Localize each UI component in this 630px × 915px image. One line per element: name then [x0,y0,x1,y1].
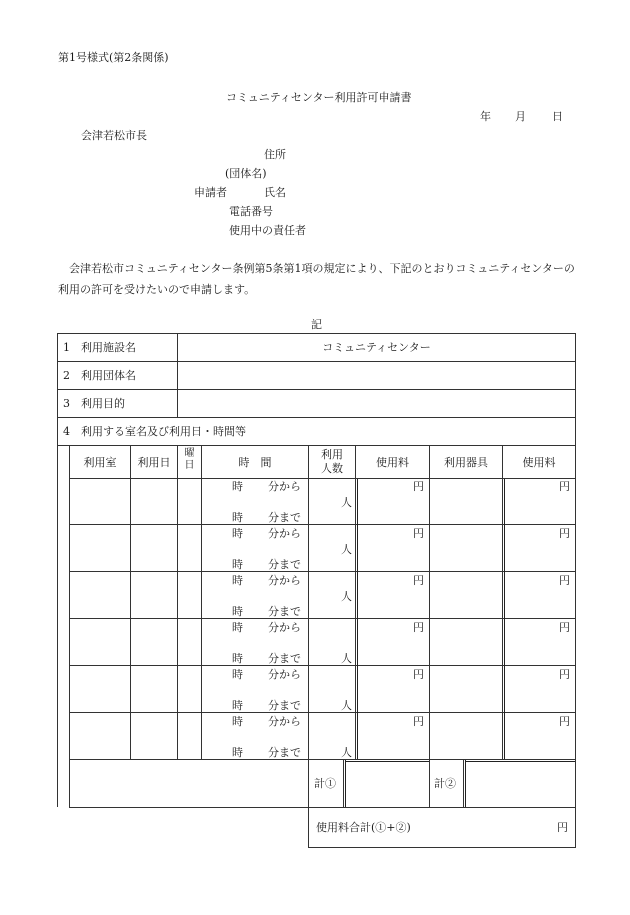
people-unit: 人 [341,652,352,665]
addressee: 会津若松市長 [81,129,147,142]
responsible-person-label: 使用中の責任者 [229,224,306,237]
ki-label: 記 [311,318,322,331]
time-from-minute: 分から [268,574,301,587]
fee-1-yen: 円 [413,480,424,493]
header-fee-1: 使用料 [376,456,409,469]
header-room: 利用室 [83,456,117,469]
time-from-hour: 時 [232,480,243,493]
header-people-2: 人数 [321,462,343,475]
time-from-minute: 分から [268,621,301,634]
fee-1-yen: 円 [413,574,424,587]
body-text: 会津若松市コミュニティセンター条例第5条第1項の規定により、下記のとおりコミュニティセンターの利用の許可を受けたいので申請します。 [58,262,575,296]
time-until-hour: 時 [232,652,243,665]
fee-1-yen: 円 [413,527,424,540]
time-from-minute: 分から [268,527,301,540]
item-facility-value: コミュニティセンター [322,341,431,354]
time-until-minute: 分まで [268,605,301,618]
fee-2-yen: 円 [559,715,570,728]
phone-label: 電話番号 [229,205,273,218]
fee-2-yen: 円 [559,668,570,681]
time-from-minute: 分から [268,480,301,493]
people-unit: 人 [341,590,352,603]
time-from-hour: 時 [232,527,243,540]
date-month-label: 月 [515,110,526,123]
item-facility-label: 1 利用施設名 [63,341,136,354]
header-weekday-1: 曜 [184,448,195,459]
people-unit: 人 [341,746,352,759]
time-until-minute: 分まで [268,652,301,665]
header-fee-2: 使用料 [522,456,556,469]
fee-1-yen: 円 [413,668,424,681]
time-from-hour: 時 [232,621,243,634]
fee-2-yen: 円 [559,527,570,540]
page-title: コミュニティセンター利用許可申請書 [226,91,412,104]
time-until-hour: 時 [232,699,243,712]
time-until-minute: 分まで [268,699,301,712]
item-purpose-label: 3 利用目的 [63,397,125,410]
date-day-label: 日 [552,110,563,123]
people-unit: 人 [341,496,352,509]
subtotal-1-label: 計① [314,777,336,790]
fee-1-yen: 円 [413,621,424,634]
group-name-label: (団体名) [225,167,267,180]
item-group-value[interactable] [186,370,566,384]
people-unit: 人 [341,543,352,556]
total-fee-label: 使用料合計(①+②) [316,821,411,834]
item-purpose-value[interactable] [186,398,566,412]
body-paragraph [58,258,578,300]
fee-2-yen: 円 [559,621,570,634]
time-from-minute: 分から [268,668,301,681]
time-from-minute: 分から [268,715,301,728]
subtotal-2-label: 計② [434,777,456,790]
item-schedule-label: 4 利用する室名及び利用日・時間等 [63,425,246,438]
people-unit: 人 [341,699,352,712]
header-weekday-2: 日 [184,460,195,471]
time-until-minute: 分まで [268,511,301,524]
date-year-label: 年 [480,110,491,123]
item-group-label: 2 利用団体名 [63,369,136,382]
fee-2-yen: 円 [559,574,570,587]
time-from-hour: 時 [232,715,243,728]
name-label: 氏名 [264,186,286,199]
applicant-label: 申請者 [194,186,227,199]
time-until-minute: 分まで [268,558,301,571]
header-time: 時 間 [238,456,272,469]
total-fee-yen: 円 [557,821,568,834]
time-until-hour: 時 [232,605,243,618]
fee-1-yen: 円 [413,715,424,728]
header-date: 利用日 [137,456,171,469]
time-until-hour: 時 [232,746,243,759]
time-until-minute: 分まで [268,746,301,759]
time-from-hour: 時 [232,668,243,681]
time-until-hour: 時 [232,511,243,524]
time-from-hour: 時 [232,574,243,587]
header-equipment: 利用器具 [444,456,488,469]
time-until-hour: 時 [232,558,243,571]
address-label: 住所 [264,148,286,161]
form-number: 第1号様式(第2条関係) [58,51,169,64]
header-people-1: 利用 [321,448,343,461]
fee-2-yen: 円 [559,480,570,493]
